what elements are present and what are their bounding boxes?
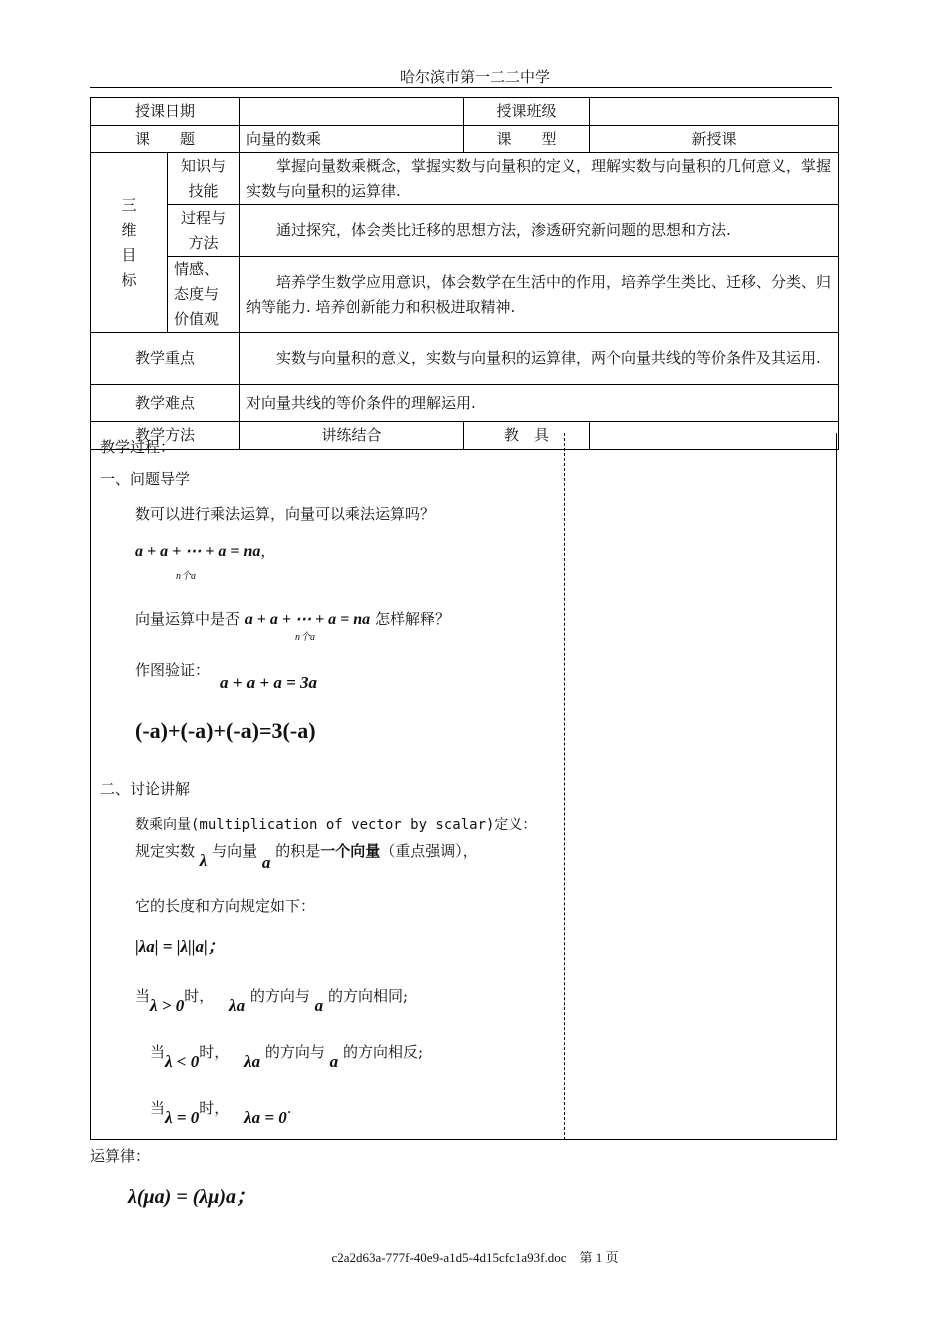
length-formula: |λa| = |λ||a|； [135, 937, 225, 956]
question-2: 向量运算中是否 a + a + ⋯ + a = na 怎样解释？ [135, 610, 450, 628]
question-1: 数可以进行乘法运算，向量可以乘法运算吗？ [135, 505, 436, 523]
type-value: 新授课 [590, 126, 839, 153]
topic-label: 课 题 [91, 126, 240, 153]
section-2-title: 二、讨论讲解 [100, 780, 191, 798]
rule-zero: 当λ = 0时， λa = 0. [150, 1099, 292, 1127]
associative-law: λ(μa) = (λμ)a； [128, 1186, 257, 1208]
goal-text-knowledge: 掌握向量数乘概念，掌握实数与向量积的定义，理解实数与向量积的几何意义，掌握实数与向量积的运算律. [240, 153, 839, 205]
date-label: 授课日期 [91, 98, 240, 126]
method-label: 教学方法 [91, 422, 240, 450]
three-dim-goals-label: 三维目标 [91, 153, 168, 333]
key-point-label: 教学重点 [91, 333, 240, 385]
rules-label: 运算律： [90, 1147, 151, 1165]
definition-line: 数乘向量(multiplication of vector by scalar)定义： [135, 817, 537, 833]
goal-text-process: 通过探究，体会类比迁移的思想方法，渗透研究新问题的思想和方法. [240, 205, 839, 257]
notes-column-divider [564, 433, 565, 1140]
key-point-text: 实数与向量积的意义，实数与向量积的运算律，两个向量共线的等价条件及其运用. [240, 333, 839, 385]
goal-label-attitude: 情感、态度与价值观 [168, 257, 240, 333]
method-value: 讲练结合 [240, 422, 464, 450]
equation-2: (-a)+(-a)+(-a)=3(-a) [135, 718, 316, 743]
tools-label: 教 具 [464, 422, 590, 450]
goal-label-process: 过程与方法 [168, 205, 240, 257]
date-value [240, 98, 464, 126]
verify-label: 作图验证： [135, 661, 211, 679]
topic-value: 向量的数乘 [240, 126, 464, 153]
difficulty-text: 对向量共线的等价条件的理解运用. [240, 385, 839, 422]
process-title: 教学过程： [100, 438, 176, 456]
n-copies-note-2: n个a [295, 632, 315, 643]
type-label: 课 型 [464, 126, 590, 153]
equation-1: a + a + a = 3a [220, 673, 318, 692]
goal-label-knowledge: 知识与技能 [168, 153, 240, 205]
difficulty-label: 教学难点 [91, 385, 240, 422]
n-copies-note-1: n个a [176, 571, 196, 582]
definition-line-2: 规定实数 λ 与向量 a 的积是一个向量（重点强调）， [135, 842, 478, 872]
definition-line-3: 它的长度和方向规定如下： [135, 897, 316, 915]
goal-text-attitude: 培养学生数学应用意识，体会数学在生活中的作用，培养学生类比、迁移、分类、归纳等能力. 培养创新能力和积极进取精神. [240, 257, 839, 333]
class-label: 授课班级 [464, 98, 590, 126]
school-header: 哈尔滨市第一二二中学 [399, 68, 550, 86]
section-1-title: 一、问题导学 [100, 470, 191, 488]
lesson-info-table [90, 97, 839, 450]
header-rule [90, 87, 832, 88]
sum-formula-1: a + a + ⋯ + a = na， [135, 542, 276, 560]
rule-negative: 当λ < 0时， λa 的方向与 a 的方向相反; [150, 1043, 424, 1071]
rule-positive: 当λ > 0时， λa 的方向与 a 的方向相同; [135, 987, 409, 1015]
page-footer: c2a2d63a-777f-40e9-a1d5-4d15cfc1a93f.doc 第 1 页 [331, 1250, 619, 1265]
class-value [590, 98, 839, 126]
